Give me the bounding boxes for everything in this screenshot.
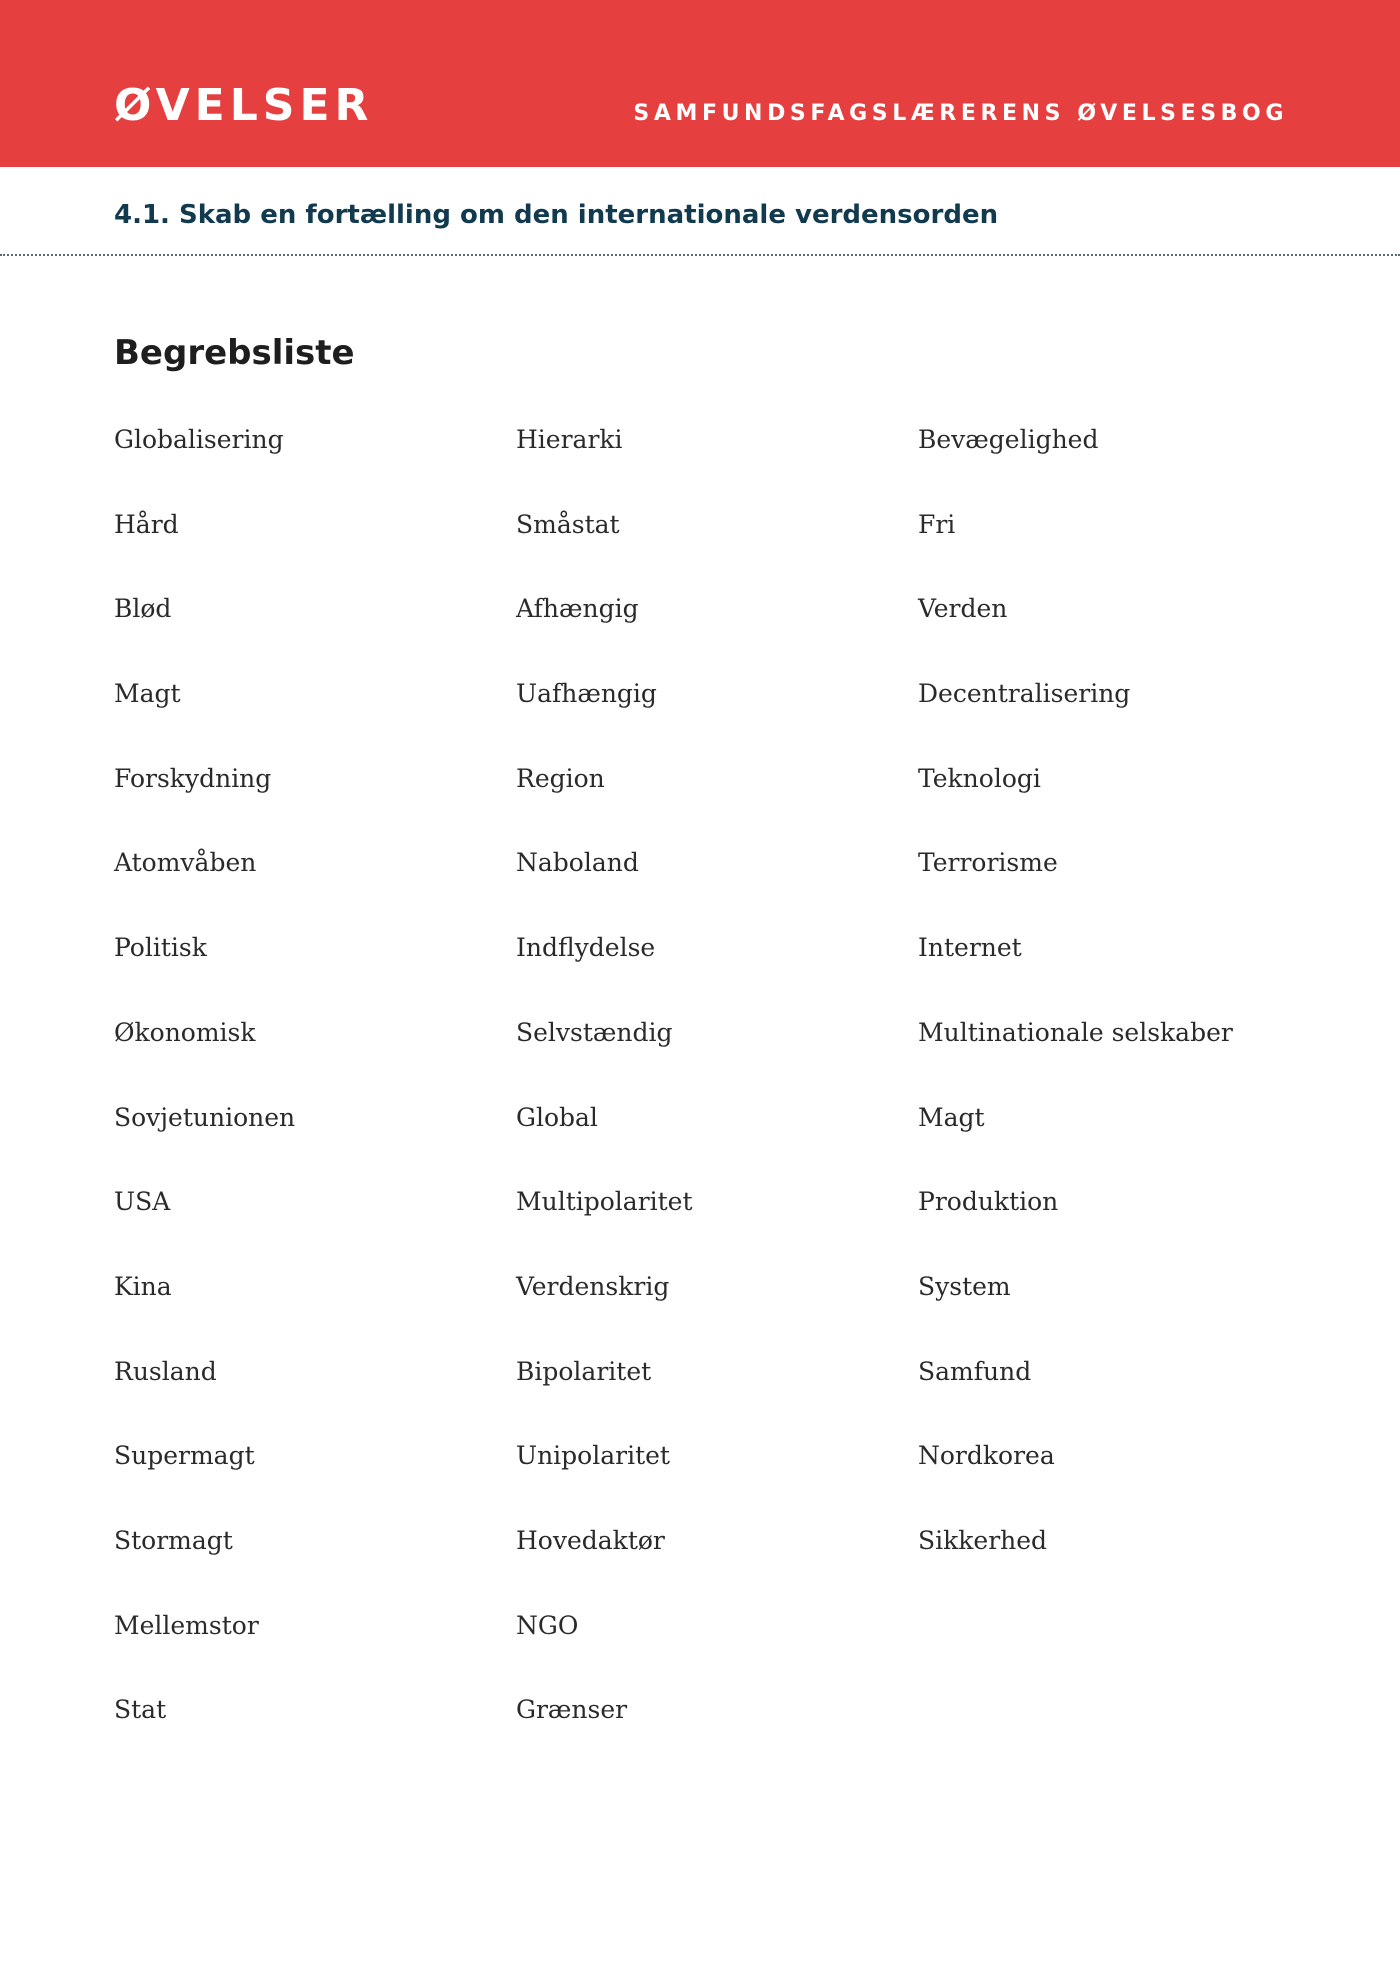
concept-term: Samfund <box>918 1356 1032 1386</box>
concept-term: Hård <box>114 509 179 539</box>
concept-term: Magt <box>114 679 181 709</box>
concept-term: Atomvåben <box>114 848 257 878</box>
header-band <box>0 0 1400 167</box>
concept-term: Økonomisk <box>114 1017 256 1047</box>
concept-list-column <box>918 418 1298 1604</box>
concept-term: Nordkorea <box>918 1441 1055 1471</box>
concept-term: Uafhængig <box>516 679 657 709</box>
concept-term: Naboland <box>516 848 639 878</box>
concept-term: Forskydning <box>114 763 272 793</box>
concept-term: Fri <box>918 509 956 539</box>
concept-term: USA <box>114 1187 171 1217</box>
concept-term: Sikkerhed <box>918 1525 1048 1555</box>
concept-term: Bevægelighed <box>918 425 1099 454</box>
concept-term: Selvstændig <box>516 1017 673 1047</box>
concept-term: Stat <box>114 1695 167 1725</box>
concept-term: Kina <box>114 1271 172 1301</box>
concept-term: Globalisering <box>114 425 284 454</box>
concept-list-column <box>114 418 494 1773</box>
concept-term: Indflydelse <box>516 933 656 963</box>
concept-term: Rusland <box>114 1356 217 1386</box>
concept-term: System <box>918 1271 1011 1301</box>
concept-term: Global <box>516 1102 598 1132</box>
concept-term: Terrorisme <box>918 848 1058 878</box>
book-title: SAMFUNDSFAGSLÆRERENS ØVELSESBOG <box>633 101 1288 126</box>
concept-term: Bipolaritet <box>516 1356 652 1386</box>
concept-term: Multipolaritet <box>516 1187 693 1217</box>
header-title: ØVELSER <box>114 80 374 131</box>
concept-term: Internet <box>918 933 1022 963</box>
concept-term: Afhængig <box>516 594 639 624</box>
concept-column-1 <box>114 418 494 1773</box>
concept-term: Blød <box>114 594 172 624</box>
section-heading: Begrebsliste <box>114 333 355 373</box>
concept-term: Region <box>516 763 605 793</box>
concept-term: Småstat <box>516 509 620 539</box>
concept-term: Magt <box>918 1102 985 1132</box>
concept-term: Unipolaritet <box>516 1441 670 1471</box>
concept-term: Teknologi <box>918 763 1041 793</box>
concept-term: Stormagt <box>114 1525 233 1555</box>
concept-term: Grænser <box>516 1695 628 1725</box>
concept-term: Sovjetunionen <box>114 1102 296 1132</box>
concept-term: Politisk <box>114 933 207 963</box>
concept-column-3 <box>918 418 1298 1604</box>
concept-term: Verdenskrig <box>516 1271 670 1301</box>
concept-list-column <box>516 418 896 1773</box>
concept-term: Mellemstor <box>114 1610 259 1640</box>
concept-term: Decentralisering <box>918 679 1131 709</box>
dotted-divider <box>0 254 1400 256</box>
concept-term: Produktion <box>918 1187 1059 1217</box>
concept-column-2 <box>516 418 896 1773</box>
concept-term: Hovedaktør <box>516 1525 665 1555</box>
concept-term: Multinationale selskaber <box>918 1017 1233 1047</box>
exercise-title: 4.1. Skab en fortælling om den internationale verdensorden <box>114 200 999 230</box>
concept-term: Supermagt <box>114 1441 255 1471</box>
concept-term: NGO <box>516 1610 579 1640</box>
concept-term: Verden <box>918 594 1008 624</box>
concept-term: Hierarki <box>516 425 623 454</box>
